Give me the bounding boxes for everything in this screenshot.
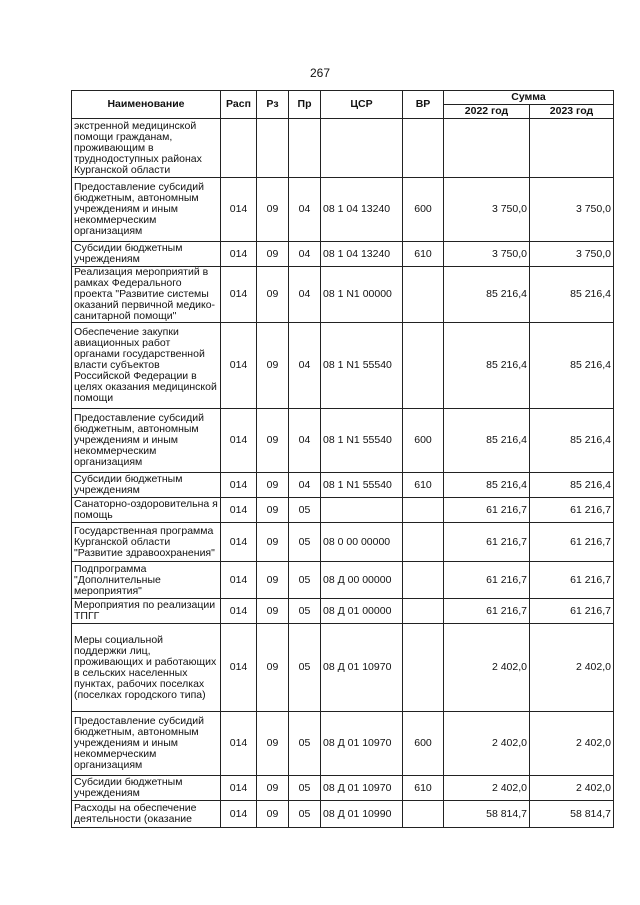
cell-pr: 05 <box>289 712 321 776</box>
cell-2022: 85 216,4 <box>444 473 530 498</box>
cell-name: Субсидии бюджетным учреждениям <box>72 473 221 498</box>
cell-2023: 3 750,0 <box>530 242 614 267</box>
cell-2022: 2 402,0 <box>444 776 530 801</box>
cell-rasp: 014 <box>221 562 257 599</box>
cell-pr: 05 <box>289 599 321 624</box>
cell-2022: 61 216,7 <box>444 498 530 523</box>
table-row <box>72 267 614 323</box>
cell-rz: 09 <box>257 624 289 712</box>
cell-2022: 85 216,4 <box>444 267 530 323</box>
cell-2023: 85 216,4 <box>530 473 614 498</box>
cell-rz: 09 <box>257 562 289 599</box>
cell-csr: 08 1 N1 00000 <box>321 267 403 323</box>
cell-csr: 08 Д 01 10970 <box>321 624 403 712</box>
cell-vr: 600 <box>403 712 444 776</box>
cell-rasp: 014 <box>221 178 257 242</box>
table-row <box>72 498 614 523</box>
cell-pr: 04 <box>289 409 321 473</box>
cell-2023: 58 814,7 <box>530 801 614 828</box>
cell-rz <box>257 119 289 178</box>
cell-csr: 08 Д 01 10970 <box>321 776 403 801</box>
cell-csr: 08 Д 01 10990 <box>321 801 403 828</box>
cell-2023: 85 216,4 <box>530 409 614 473</box>
table-row <box>72 712 614 776</box>
cell-vr: 600 <box>403 178 444 242</box>
cell-pr <box>289 119 321 178</box>
cell-csr: 08 Д 00 00000 <box>321 562 403 599</box>
cell-vr <box>403 562 444 599</box>
cell-vr <box>403 599 444 624</box>
cell-2023 <box>530 119 614 178</box>
table-row <box>72 473 614 498</box>
cell-pr: 04 <box>289 323 321 409</box>
cell-2022: 85 216,4 <box>444 409 530 473</box>
cell-rasp: 014 <box>221 242 257 267</box>
cell-vr <box>403 323 444 409</box>
header-name: Наименование <box>72 91 221 119</box>
cell-name: Предоставление субсидий бюджетным, автономным учреждениям и иным некоммерческим организациям <box>72 409 221 473</box>
cell-rz: 09 <box>257 178 289 242</box>
cell-2022: 61 216,7 <box>444 523 530 562</box>
cell-2023: 2 402,0 <box>530 776 614 801</box>
cell-2023: 85 216,4 <box>530 323 614 409</box>
table-row <box>72 409 614 473</box>
cell-rz: 09 <box>257 242 289 267</box>
cell-name: Государственная программа Курганской области "Развитие здравоохранения" <box>72 523 221 562</box>
cell-csr: 08 0 00 00000 <box>321 523 403 562</box>
table-row <box>72 119 614 178</box>
header-pr: Пр <box>289 91 321 119</box>
cell-rasp <box>221 119 257 178</box>
cell-vr: 610 <box>403 776 444 801</box>
header-csr: ЦСР <box>321 91 403 119</box>
header-rasp: Расп <box>221 91 257 119</box>
cell-rasp: 014 <box>221 523 257 562</box>
cell-pr: 05 <box>289 498 321 523</box>
cell-name: Меры социальной поддержки лиц, проживающих и работающих в сельских населенных пунктах, рабочих поселках (поселках городского типа) <box>72 624 221 712</box>
cell-2022: 2 402,0 <box>444 624 530 712</box>
table-row <box>72 776 614 801</box>
cell-2022: 3 750,0 <box>444 242 530 267</box>
cell-2022: 61 216,7 <box>444 599 530 624</box>
table-row <box>72 178 614 242</box>
cell-pr: 05 <box>289 523 321 562</box>
cell-name: Реализация мероприятий в рамках Федерального проекта "Развитие системы оказаний первичной медико-санитарной помощи" <box>72 267 221 323</box>
cell-rz: 09 <box>257 498 289 523</box>
cell-pr: 05 <box>289 801 321 828</box>
cell-vr <box>403 801 444 828</box>
header-rz: Рз <box>257 91 289 119</box>
table-row <box>72 562 614 599</box>
cell-rasp: 014 <box>221 712 257 776</box>
cell-pr: 04 <box>289 473 321 498</box>
cell-2022: 2 402,0 <box>444 712 530 776</box>
cell-rasp: 014 <box>221 409 257 473</box>
cell-name: Предоставление субсидий бюджетным, автономным учреждениям и иным некоммерческим организациям <box>72 178 221 242</box>
cell-vr <box>403 119 444 178</box>
cell-vr <box>403 624 444 712</box>
table-row <box>72 323 614 409</box>
cell-rz: 09 <box>257 712 289 776</box>
cell-pr: 05 <box>289 776 321 801</box>
cell-name: Субсидии бюджетным учреждениям <box>72 242 221 267</box>
cell-pr: 05 <box>289 562 321 599</box>
cell-pr: 04 <box>289 178 321 242</box>
cell-name: Санаторно-оздоровительна я помощь <box>72 498 221 523</box>
cell-csr: 08 1 04 13240 <box>321 178 403 242</box>
cell-2022: 3 750,0 <box>444 178 530 242</box>
budget-table <box>71 90 614 828</box>
cell-csr: 08 1 N1 55540 <box>321 473 403 498</box>
cell-rasp: 014 <box>221 323 257 409</box>
table-row <box>72 242 614 267</box>
header-vr: ВР <box>403 91 444 119</box>
cell-csr: 08 Д 01 10970 <box>321 712 403 776</box>
cell-vr: 600 <box>403 409 444 473</box>
cell-name: экстренной медицинской помощи гражданам, проживающим в труднодоступных районах Курганской области <box>72 119 221 178</box>
cell-rasp: 014 <box>221 801 257 828</box>
cell-rasp: 014 <box>221 498 257 523</box>
cell-rz: 09 <box>257 267 289 323</box>
cell-2023: 85 216,4 <box>530 267 614 323</box>
cell-rasp: 014 <box>221 776 257 801</box>
cell-name: Субсидии бюджетным учреждениям <box>72 776 221 801</box>
cell-csr <box>321 498 403 523</box>
cell-2023: 2 402,0 <box>530 624 614 712</box>
cell-vr <box>403 523 444 562</box>
cell-rasp: 014 <box>221 599 257 624</box>
cell-pr: 04 <box>289 242 321 267</box>
table-row <box>72 599 614 624</box>
cell-vr: 610 <box>403 473 444 498</box>
cell-rz: 09 <box>257 801 289 828</box>
cell-name: Расходы на обеспечение деятельности (оказание <box>72 801 221 828</box>
page-number: 267 <box>309 66 331 80</box>
cell-name: Подпрограмма "Дополнительные мероприятия" <box>72 562 221 599</box>
cell-2023: 2 402,0 <box>530 712 614 776</box>
cell-csr: 08 1 N1 55540 <box>321 323 403 409</box>
header-year-2022: 2022 год <box>444 105 530 119</box>
cell-rz: 09 <box>257 599 289 624</box>
table-row <box>72 801 614 828</box>
cell-csr <box>321 119 403 178</box>
cell-vr <box>403 267 444 323</box>
cell-rasp: 014 <box>221 473 257 498</box>
cell-vr <box>403 498 444 523</box>
cell-csr: 08 Д 01 00000 <box>321 599 403 624</box>
cell-rz: 09 <box>257 523 289 562</box>
cell-2022: 85 216,4 <box>444 323 530 409</box>
cell-rz: 09 <box>257 323 289 409</box>
cell-2023: 61 216,7 <box>530 599 614 624</box>
cell-2022 <box>444 119 530 178</box>
cell-csr: 08 1 N1 55540 <box>321 409 403 473</box>
table-row <box>72 523 614 562</box>
cell-2023: 61 216,7 <box>530 523 614 562</box>
cell-csr: 08 1 04 13240 <box>321 242 403 267</box>
cell-2022: 61 216,7 <box>444 562 530 599</box>
cell-rz: 09 <box>257 473 289 498</box>
cell-rasp: 014 <box>221 267 257 323</box>
cell-name: Мероприятия по реализации ТПГГ <box>72 599 221 624</box>
cell-pr: 04 <box>289 267 321 323</box>
table-row <box>72 624 614 712</box>
cell-2022: 58 814,7 <box>444 801 530 828</box>
header-year-2023: 2023 год <box>530 105 614 119</box>
cell-rz: 09 <box>257 776 289 801</box>
cell-name: Предоставление субсидий бюджетным, автономным учреждениям и иным некоммерческим организациям <box>72 712 221 776</box>
cell-vr: 610 <box>403 242 444 267</box>
cell-rz: 09 <box>257 409 289 473</box>
cell-rasp: 014 <box>221 624 257 712</box>
cell-2023: 61 216,7 <box>530 498 614 523</box>
header-sum: Сумма <box>444 91 614 105</box>
cell-pr: 05 <box>289 624 321 712</box>
cell-2023: 61 216,7 <box>530 562 614 599</box>
cell-name: Обеспечение закупки авиационных работ органами государственной власти субъектов Российской Федерации в целях оказания медицинской помощи <box>72 323 221 409</box>
cell-2023: 3 750,0 <box>530 178 614 242</box>
